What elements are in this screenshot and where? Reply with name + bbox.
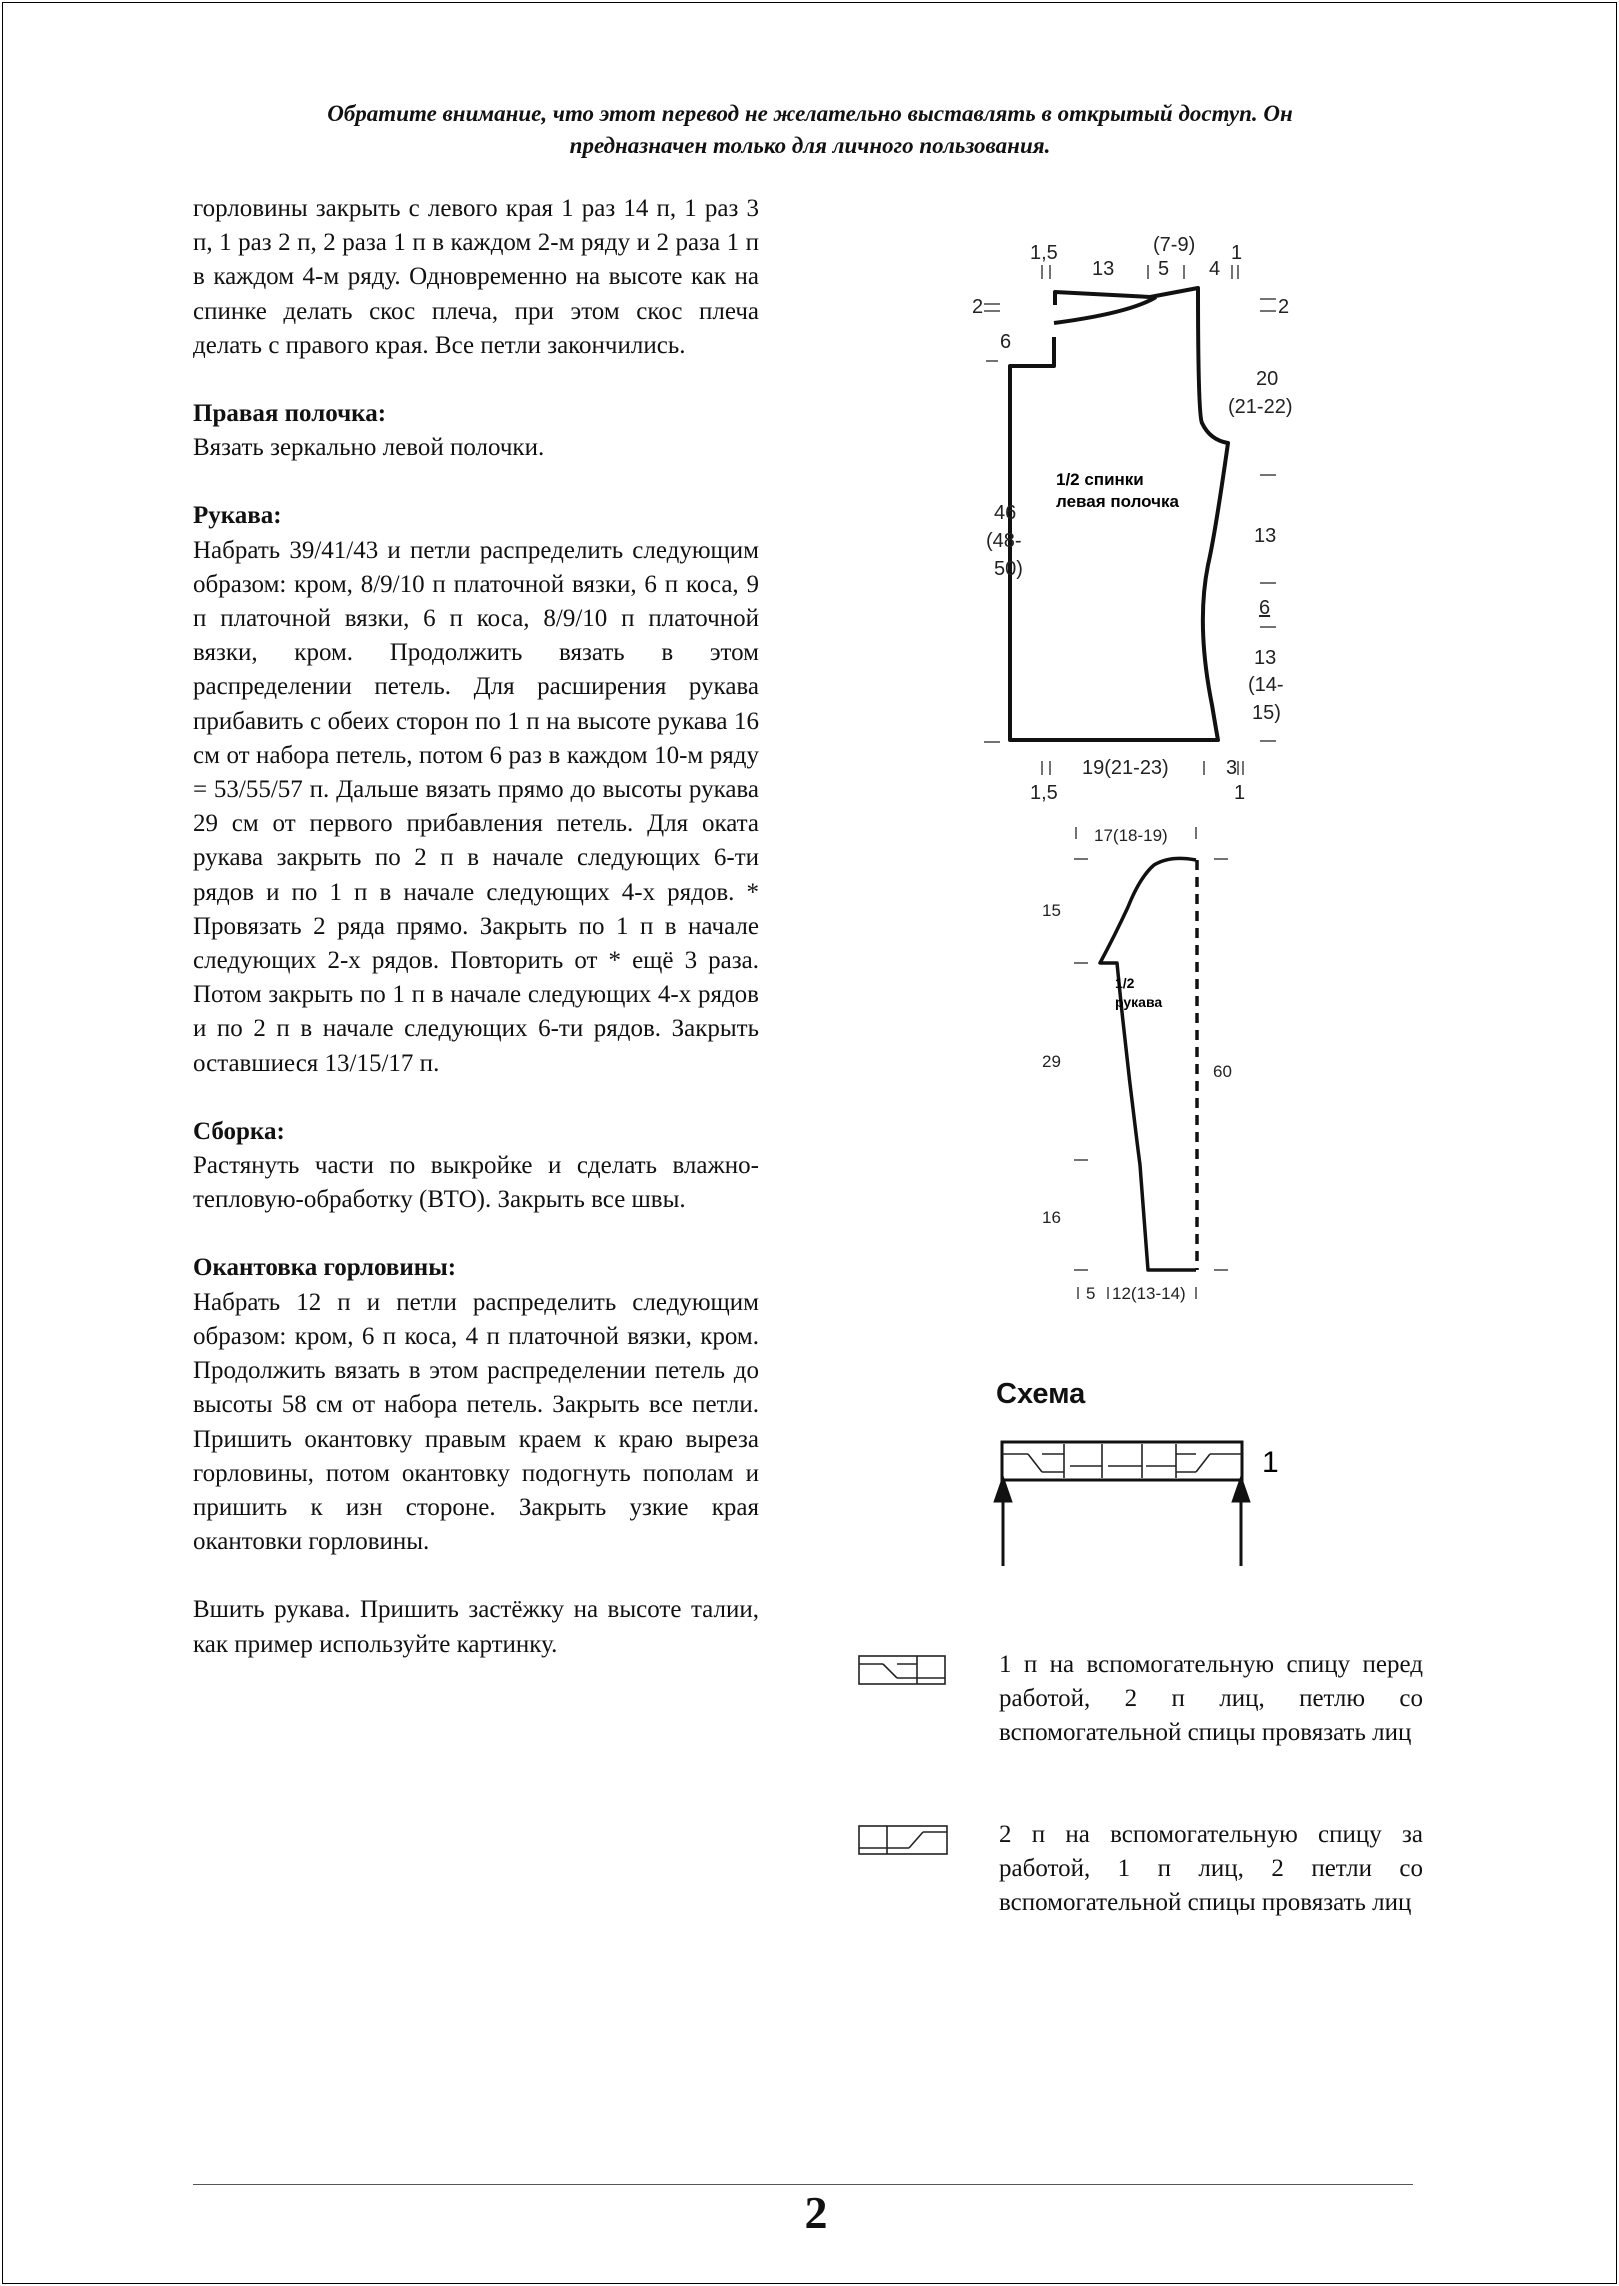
body-dim-bottom-1-5: 1,5 <box>1030 782 1058 804</box>
sleeves-paragraph: Набрать 39/41/43 и петли распределить следующим образом: кром, 8/9/10 п платочной вязки, 6 п коса, 9 п платочной вязки, 6 п коса, 8/9/10 п платочной вязки, кром. Продолжить вязать в этом распределении петель. Для расширения рукава прибавить с обеих сторон по 1 п на высоте рукава 16 см от набора петель, потом 6 раз в каждом 10-м ряду = 53/55/57 п. Дальше вязать прямо до высоты рукава 29 см от первого прибавления петель. Для оката рукава закрыть по 2 п в начале следующих 6-ти рядов и по 1 п в начале следующих 4-х рядов. * Провязать 2 ряда прямо. Закрыть по 1 п в начале следующих 2-х рядов. Повторить от * ещё 3 раза. Потом закрыть по 1 п в начале следующих 4-х рядов и по 2 п в начале следующих 6-ти рядов. Закрыть оставшиеся 13/15/17 п. <box>193 536 759 1077</box>
body-dim-right-13a: 13 <box>1254 525 1277 547</box>
legend-text-1: 1 п на вспомогательную спицу перед работой, 2 п лиц, петлю со вспомогательной спицы провязать лиц <box>999 1651 1423 1747</box>
legend-item-1 <box>857 1648 1427 1788</box>
assembly-paragraph: Растянуть части по выкройке и сделать влажно-тепловую-обработку (ВТО). Закрыть все швы. <box>193 1152 759 1214</box>
schema-row-number: 1 <box>1262 1446 1279 1479</box>
body-dim-top-5: 5 <box>1158 258 1170 280</box>
body-dim-left-48: (48- <box>986 530 1022 552</box>
sleeve-outline <box>1100 858 1196 1270</box>
body-dim-top-1: 1 <box>1231 242 1243 264</box>
body-dim-top-7-9: (7-9) <box>1153 234 1196 256</box>
body-dim-right-2: 2 <box>1278 296 1290 318</box>
cable-schema-chart <box>990 1430 1290 1570</box>
sleeve-pattern-diagram <box>1030 815 1270 1315</box>
right-front-paragraph: Вязать зеркально левой полочки. <box>193 434 545 462</box>
sleeve-dim-left-15: 15 <box>1042 901 1061 920</box>
translation-notice <box>200 98 1420 162</box>
neckband-heading: Окантовка горловины: <box>193 1254 457 1282</box>
body-dim-right-6: 6 <box>1259 597 1271 619</box>
sleeve-dim-left-16: 16 <box>1042 1208 1061 1227</box>
body-dim-bottom-3: 3 <box>1226 757 1238 779</box>
cable-front-symbol <box>857 1654 949 1688</box>
body-dim-right-20: 20 <box>1256 368 1279 390</box>
body-dim-bottom-19: 19(21-23) <box>1082 757 1169 779</box>
body-dim-right-15: 15) <box>1252 702 1281 724</box>
sleeves-heading: Рукава: <box>193 502 282 530</box>
body-label-line-2: левая полочка <box>1056 492 1179 511</box>
final-paragraph: Вшить рукава. Пришить застёжку на высоте талии, как пример используйте картинку. <box>193 1596 759 1658</box>
body-dim-top-1-5: 1,5 <box>1030 242 1058 264</box>
right-front-heading: Правая полочка: <box>193 400 387 428</box>
page-number: 2 <box>804 2187 828 2238</box>
body-dim-top-4: 4 <box>1209 258 1221 280</box>
body-dim-left-50: 50) <box>994 558 1023 580</box>
body-dim-bottom-1: 1 <box>1234 782 1246 804</box>
cable-back-symbol <box>857 1824 951 1858</box>
sleeve-dim-top-width: 17(18-19) <box>1094 826 1168 845</box>
sleeve-label-line-2: рукава <box>1115 994 1163 1010</box>
neck-paragraph: горловины закрыть с левого края 1 раз 14 п, 1 раз 3 п, 1 раз 2 п, 2 раза 1 п в каждом 2-м ряду и 2 раза 1 п в каждом 4-м ряду. Одновременно на высоте как на спинке делать скос плеча, при этом скос плеча делать с правого края. Все петли закончились. <box>193 195 759 359</box>
assembly-heading: Сборка: <box>193 1117 285 1145</box>
body-dim-right-13b: 13 <box>1254 647 1277 669</box>
body-dim-right-14: (14- <box>1248 674 1284 696</box>
sleeve-dim-bottom-5: 5 <box>1086 1284 1096 1303</box>
body-label-line-1: 1/2 спинки <box>1056 470 1144 489</box>
sleeve-dim-left-29: 29 <box>1042 1052 1061 1071</box>
footer-divider <box>193 2184 1413 2185</box>
instructions-column <box>193 192 759 1662</box>
body-dim-right-21-22: (21-22) <box>1228 396 1293 418</box>
schema-title: Схема <box>996 1378 1086 1410</box>
body-pattern-diagram <box>970 225 1310 815</box>
sleeve-dim-right-60: 60 <box>1213 1062 1232 1081</box>
neckline-curve <box>1054 297 1156 323</box>
legend-text-2: 2 п на вспомогательную спицу за работой, 1 п лиц, 2 петли со вспомогательной спицы провязать лиц <box>999 1821 1423 1917</box>
legend-item-2 <box>857 1818 1427 1958</box>
notice-line-1: Обратите внимание, что этот перевод не желательно выставлять в открытый доступ. Он <box>327 101 1293 126</box>
sleeve-dim-bottom-12: 12(13-14) <box>1112 1284 1186 1303</box>
neckband-paragraph: Набрать 12 п и петли распределить следующим образом: кром, 6 п коса, 4 п платочной вязки, кром. Продолжить вязать в этом распределении петель до высоты 58 см от набора петель. Закрыть все петли. Пришить окантовку правым краем к краю выреза горловины, потом окантовку подогнуть пополам и пришить к изн стороне. Закрыть узкие края окантовки горловины. <box>193 1288 759 1556</box>
body-dim-left-6: 6 <box>1000 331 1012 353</box>
sleeve-label-line-1: 1/2 <box>1115 975 1135 991</box>
body-dim-left-46: 46 <box>994 502 1017 524</box>
body-outline <box>1010 288 1228 740</box>
body-dim-left-2: 2 <box>972 296 984 318</box>
body-dim-top-13: 13 <box>1092 258 1115 280</box>
notice-line-2: предназначен только для личного пользования. <box>569 133 1051 158</box>
